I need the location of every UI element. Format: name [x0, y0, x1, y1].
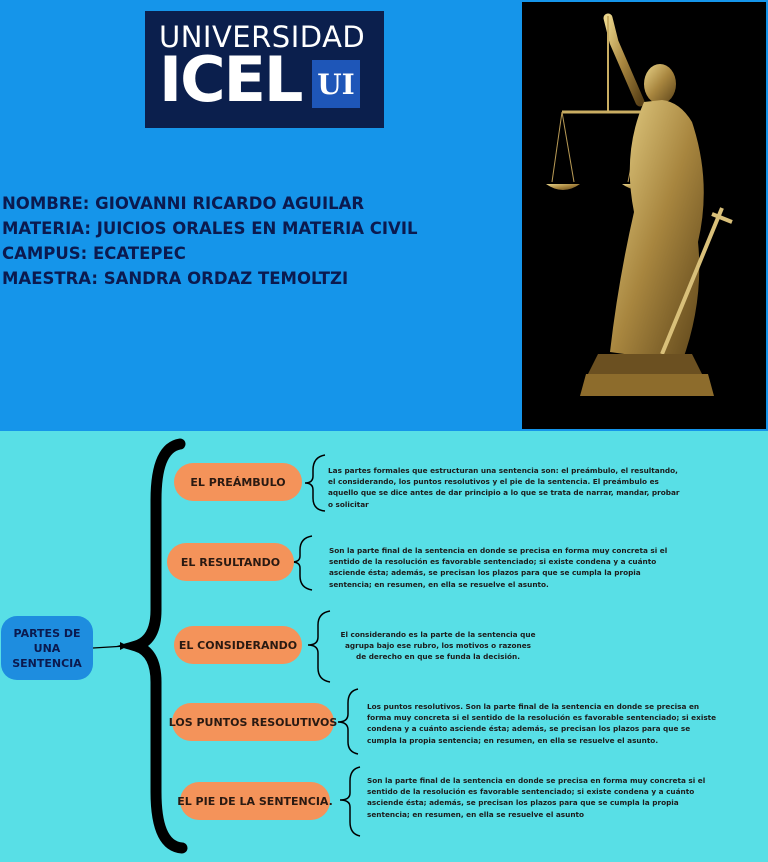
node-label: LOS PUNTOS RESOLUTIVOS	[168, 715, 338, 729]
brace-resolutivos	[338, 689, 358, 754]
root-label-line2: SENTENCIA	[12, 656, 82, 670]
description-resultando: Son la parte final de la sentencia en donde se precisa en forma muy concreta si el sentido de la resolución es favorable sentenciado; si existe condena y a cuánto asciende ésta; además, se precisan los plazos para que se cumpla la propia sentencia; en resumen, en ella se resuelve el asunto.	[329, 546, 668, 589]
brace-preambulo	[305, 455, 325, 511]
node-considerando	[174, 626, 302, 664]
description-preambulo: Las partes formales que estructuran una sentencia son: el preámbulo, el resultando, el considerando, los puntos resolutivos y el pie de la sentencia. El preámbulo es aquello que se dice antes de dar principio a lo que se trata de narrar, mandar, probar o solicitar	[328, 466, 680, 509]
node-puntos-resolutivos	[168, 703, 338, 741]
logo-text-universidad: UNIVERSIDAD	[159, 20, 366, 54]
brace-resultando	[292, 536, 312, 590]
logo-badge: UI	[312, 60, 360, 108]
info-maestra: MAESTRA: SANDRA ORDAZ TEMOLTZI	[2, 269, 349, 288]
node-label: EL PREÁMBULO	[190, 475, 286, 489]
node-label: EL PIE DE LA SENTENCIA.	[177, 794, 333, 808]
info-campus: CAMPUS: ECATEPEC	[2, 244, 186, 263]
node-label: EL CONSIDERANDO	[178, 638, 298, 652]
diagram-root	[1, 616, 93, 680]
node-resultando	[167, 543, 294, 581]
root-label-line1: PARTES DE UNA	[13, 626, 81, 655]
node-preambulo	[174, 463, 302, 501]
description-puntos-resolutivos: Los puntos resolutivos. Son la parte final de la sentencia en donde se precisa en forma muy concreta si el sentido de la resolución es favorable sentenciado; si existe condena y a cuánto asciende ésta; además, se precisan los plazos para que se cumpla la propia sentencia; en resumen, en ella se resuelve el asunto.	[367, 702, 717, 745]
logo-text-icel: ICEL	[159, 43, 302, 116]
description-pie-sentencia: Son la parte final de la sentencia en donde se precisa en forma muy concreta si el sentido de la resolución es favorable sentenciado; si existe condena y a cuánto asciende ésta; además, se precisan los plazos para que se cumpla la propia sentencia; en resumen, en ella se resuelve el asunto	[367, 776, 706, 819]
node-pie-sentencia	[177, 782, 333, 820]
brace-considerando	[308, 611, 330, 682]
node-label: EL RESULTANDO	[180, 555, 281, 569]
info-materia: MATERIA: JUICIOS ORALES EN MATERIA CIVIL	[2, 219, 418, 238]
info-nombre: NOMBRE: GIOVANNI RICARDO AGUILAR	[2, 194, 365, 213]
brace-pie	[340, 767, 360, 836]
description-considerando: El considerando es la parte de la sentencia que agrupa bajo ese rubro, los motivos o razones de derecho en que se funda la decisión.	[340, 630, 536, 662]
